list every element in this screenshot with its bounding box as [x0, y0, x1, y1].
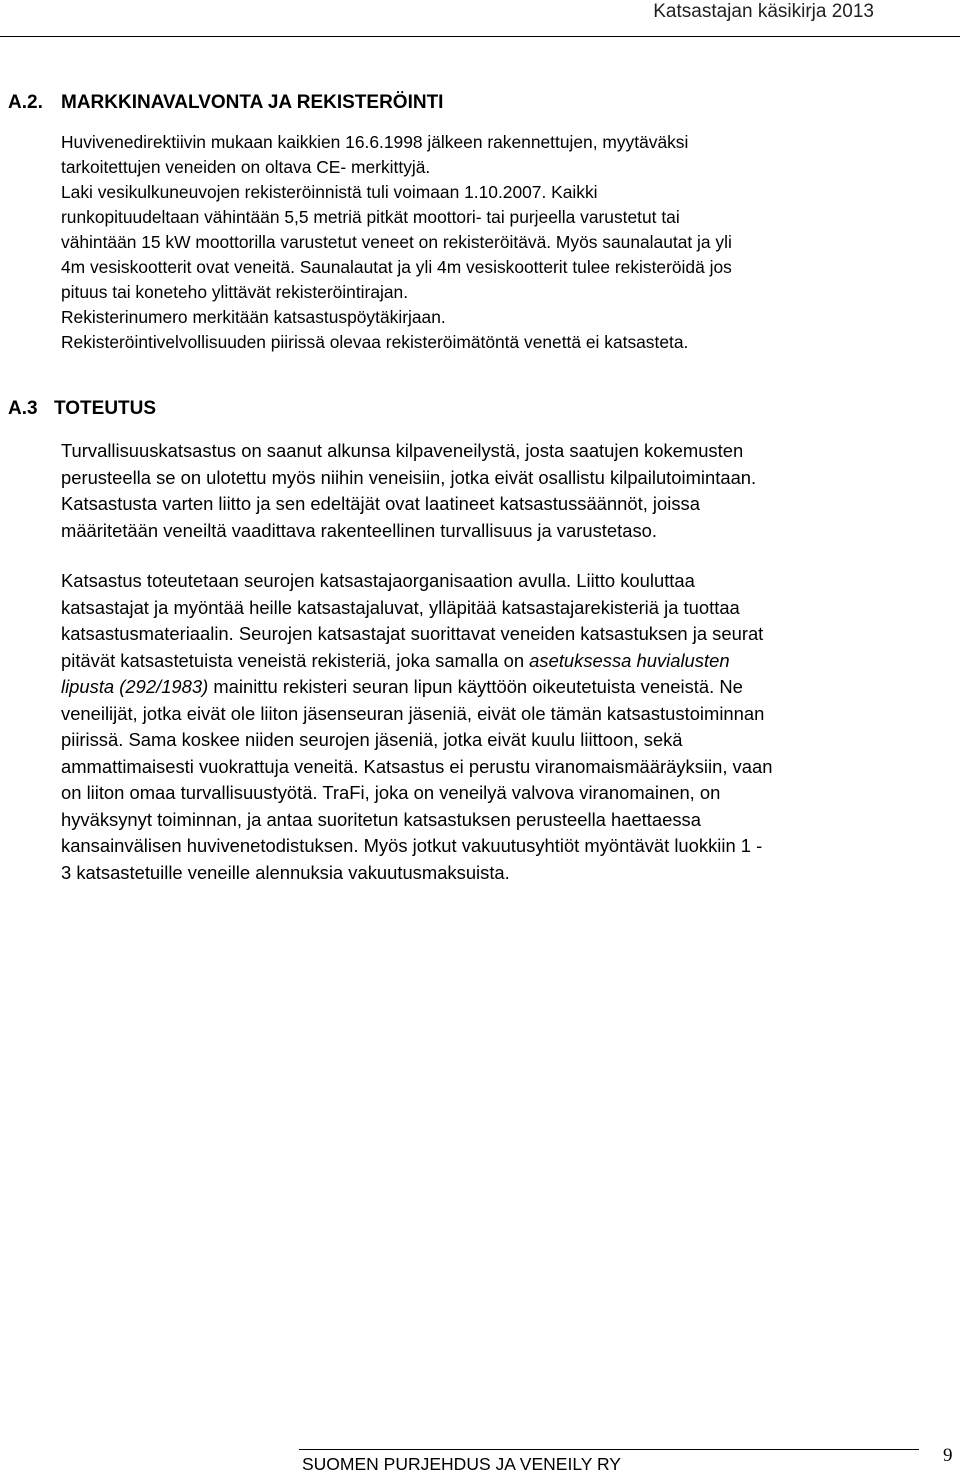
text-line: Rekisteröintivelvollisuuden piirissä olevaa rekisteröimätöntä venettä ei katsasteta.: [61, 332, 689, 352]
text-line: pituus tai koneteho ylittävät rekisteröintirajan.: [61, 282, 409, 302]
statute-reference-italic: asetuksessa huvialusten: [529, 649, 730, 671]
section-a2-body: [61, 130, 944, 355]
text-line: kansainvälisen huvivenetodistuksen. Myös jotkut vakuutusyhtiöt myöntävät luokkiin 1 -: [61, 835, 763, 856]
section-number: A.3: [8, 398, 38, 419]
header-divider: [0, 36, 960, 37]
statute-reference-italic: lipusta (292/1983): [61, 676, 209, 697]
text-line: [61, 674, 944, 701]
section-title: MARKKINAVALVONTA JA REKISTERÖINTI: [61, 92, 444, 113]
text-line: tarkoitettujen veneiden on oltava CE- merkittyjä.: [61, 157, 431, 177]
text-line: hyväksynyt toiminnan, ja antaa suoritetun katsastuksen perusteella haettaessa: [61, 808, 701, 830]
text-line: määritetään veneiltä vaadittava rakenteellinen turvallisuus ja varustetaso.: [61, 519, 657, 541]
footer-organization: SUOMEN PURJEHDUS JA VENEILY RY: [302, 1454, 621, 1474]
section-number: A.2.: [8, 92, 43, 113]
text-line: Laki vesikulkuneuvojen rekisteröinnistä tuli voimaan 1.10.2007. Kaikki: [61, 182, 598, 202]
text-line: runkopituudeltaan vähintään 5,5 metriä pitkät moottori- tai purjeella varustetut tai: [61, 207, 680, 227]
text-line: katsastajat ja myöntää heille katsastajaluvat, ylläpitää katsastajarekisteriä ja tuottaa: [61, 596, 740, 618]
text-line: Katsastus toteutetaan seurojen katsastajaorganisaation avulla. Liitto kouluttaa: [61, 570, 695, 591]
text-line: vähintään 15 kW moottorilla varustetut veneet on rekisteröitävä. Myös saunalautat ja yli: [61, 232, 732, 252]
text-line: 3 katsastetuille veneille alennuksia vakuutusmaksuista.: [61, 861, 510, 883]
text-line: perusteella se on ulotettu myös niihin veneisiin, jotka eivät osallistu kilpailutoimintaan.: [61, 466, 757, 488]
text-line: Katsastusta varten liitto ja sen edeltäjät ovat laatineet katsastussäännöt, joissa: [61, 493, 700, 514]
text-line: piirissä. Sama koskee niiden seurojen jäseniä, jotka eivät kuulu liittoon, sekä: [61, 729, 683, 750]
text-line: [61, 648, 944, 675]
text-run: pitävät katsastetuista veneistä rekisteriä, joka samalla on: [61, 649, 530, 671]
text-line: on liiton omaa turvallisuustyötä. TraFi, joka on veneilyä valvova viranomainen, on: [61, 782, 721, 803]
text-line: veneilijät, jotka eivät ole liiton jäsenseuran jäseniä, eivät ole tämän katsastustoiminnan: [61, 702, 765, 724]
text-line: ammattimaisesti vuokrattuja veneitä. Katsastus ei perustu viranomaismääräyksiin, vaan: [61, 755, 773, 777]
footer-divider: [299, 1449, 919, 1450]
text-line: katsastusmateriaalin. Seurojen katsastajat suorittavat veneiden katsastuksen ja seurat: [61, 623, 764, 644]
text-line: Turvallisuuskatsastus on saanut alkunsa kilpaveneilystä, josta saatujen kokemusten: [61, 440, 744, 461]
section-heading-a2: [8, 92, 443, 114]
section-a3-paragraph-2: [61, 568, 944, 886]
section-heading-a3: [8, 398, 156, 420]
page-number: 9: [943, 1445, 953, 1466]
text-line: 4m vesiskootterit ovat veneitä. Saunalautat ja yli 4m vesiskootterit tulee rekisteröidä jos: [61, 257, 732, 277]
section-a3-paragraph-1: [61, 438, 944, 544]
text-line: Huvivenedirektiivin mukaan kaikkien 16.6.1998 jälkeen rakennettujen, myytäväksi: [61, 132, 689, 152]
text-line: Rekisterinumero merkitään katsastuspöytäkirjaan.: [61, 307, 446, 327]
running-header: Katsastajan käsikirja 2013: [653, 1, 874, 22]
text-run: mainittu rekisteri seuran lipun käyttöön oikeutetuista veneistä. Ne: [208, 676, 743, 697]
section-title: TOTEUTUS: [54, 398, 157, 419]
